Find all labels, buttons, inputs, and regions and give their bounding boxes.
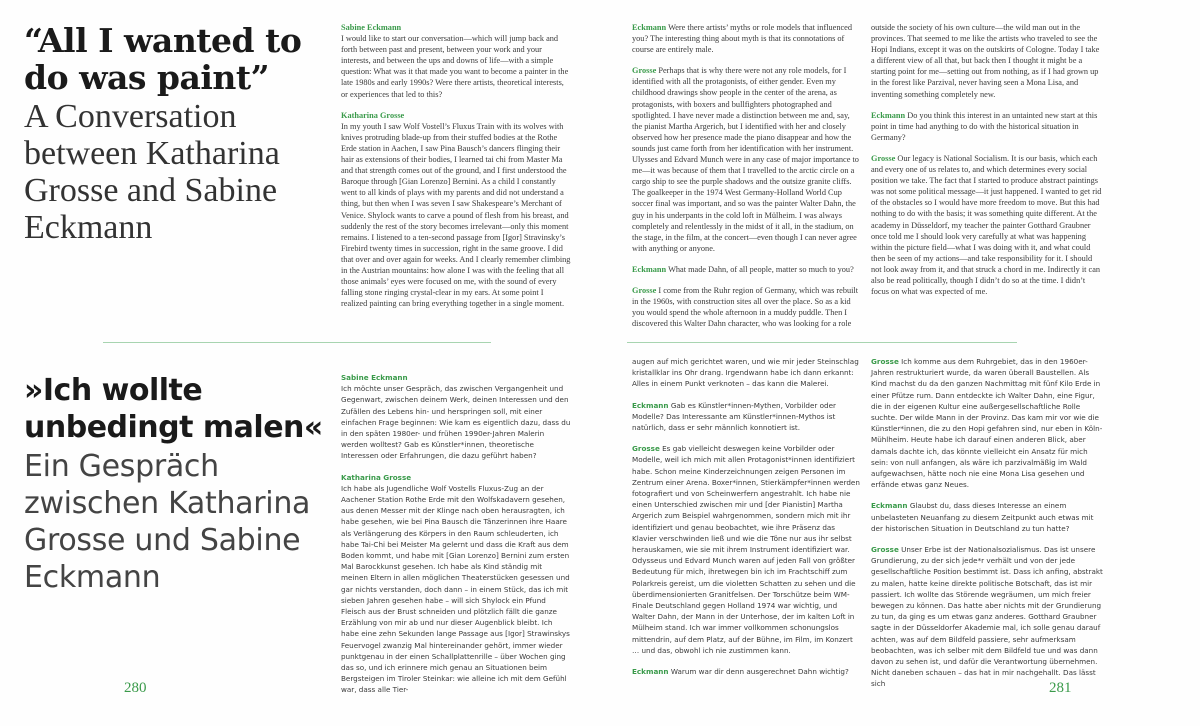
paragraph-text: Ich komme aus dem Ruhrgebiet, das in den 1960er-Jahren restrukturiert wurde, da waren überall Baustellen. Als Kind machst du da den ganzen Nachmittag mit fünf Kilo Erde in einer Pfütze rum. Dann entdeckte ich Walter Dahn, eine Figur, die in der eigenen Kultur eine außergesellschaftliche Rolle suchte. Der wilde Mann in der Provinz. Das kam mir vor wie die Künstler*innen, die zu den Hopi gefahren sind, nur eben in Köln-Mühlheim. Heute habe ich darauf einen anderen Blick, aber damals dachte ich, das könnte vielleicht ein Ansatz für mich sein: von null anfangen, als wäre ich parzivalmäßig im Wald aufgewachsen, hätte noch nie eine Mona Lisa gesehen und erfände etwas ganz Neues. — [871, 357, 1103, 490]
paragraph — [632, 285, 860, 329]
paragraph — [871, 356, 1103, 490]
paragraph — [871, 22, 1103, 100]
speaker-name: Grosse — [871, 357, 899, 366]
paragraph-text: Ich möchte unser Gespräch, das zwischen Vergangenheit und Gegenwart, zwischen deinem Werk, deinen Interessen und den Zufällen des Lebens hin- und herspringen soll, mit einer einfachen Frage beginnen: Wie kam es eigentlich dazu, dass du in den späten 1980er- und frühen 1990er-Jahren Malerin werden wolltest? Gab es Künstler*innen, theoretische Interessen oder Erfahrungen, die dazu geführt haben? — [341, 384, 571, 461]
paragraph — [632, 22, 860, 55]
german-title-block — [24, 372, 324, 596]
paragraph — [341, 110, 571, 310]
paragraph-text: Do you think this interest in an untainted new start at this point in time had anything to do with the historical situation in Germany? — [871, 110, 1098, 142]
speaker-name: Eckmann — [632, 667, 669, 677]
english-title-quote: “All I wanted to do was paint” — [24, 21, 302, 97]
speaker-name: Katharina Grosse — [341, 110, 405, 120]
paragraph-text: augen auf mich gerichtet waren, und wie mir jeder Steinschlag kristallklar ins Ohr drang. Irgendwann habe ich dann erkannt: Alles in einem Punkt verknoten – das kann die Malerei. — [632, 357, 859, 389]
paragraph-text: In my youth I saw Wolf Vostell’s Fluxus Train with its wolves with knives protruding blade-up from their stuffed bodies at the Rothe Erde station in Aachen, I saw Pina Bausch’s dancers flinging their hair as extensions of their bodies, I learned tai chi from Master Ma and that strength comes out of the ground, and I first understood the Baroque through [Gian Lorenzo] Bernini. As a child I constantly went to all kinds of plays with my parents and did not understand a thing, but then when I was seven I saw Shakespeare’s Merchant of Venice. Shylock wants to carve a pound of flesh from his breast, and suddenly the rest of the story becomes irrelevant—only this moment remains. I listened to a ten-second passage from [Igor] Stravinsky’s Firebird twenty times in succession, right in the same groove. I did that over and over again for weeks. And I clearly remember climbing in the Austrian mountains: how alone I was with the feeling that all those animals’ eyes were focused on me, with the sound of every falling stone ringing crystal-clear in my ears. At some point I realized painting can bring everything together in a single moment. — [341, 121, 571, 309]
english-title-block — [24, 22, 324, 246]
paragraph-text: Were there artists’ myths or role models that influenced you? The interesting thing about myth is that its connotations of course are entirely male. — [632, 23, 853, 55]
speaker-name: Grosse — [871, 153, 896, 163]
paragraph-text: outside the society of his own culture—the wild man out in the provinces. That seemed to me like the artists who traveled to see the Hopi Indians, except it was on the outskirts of Cologne. Today I take a different view of all that, but back then I thought it might be a starting point for me—setting out from nothing, as if I had grown up in the forest like Parzival, never having seen a Mona Lisa, and inventing something completely new. — [871, 23, 1100, 99]
speaker-name: Grosse — [871, 545, 899, 555]
english-title-subtitle: A Conversation between Katharina Grosse and Sabine Eckmann — [24, 98, 280, 246]
paragraph — [871, 500, 1103, 534]
speaker-name: Eckmann — [632, 264, 667, 274]
paragraph — [632, 65, 860, 254]
speaker-name: Grosse — [632, 66, 657, 76]
paragraph-text: Glaubst du, dass dieses Interesse an einem unbelasteten Neuanfang zu diesem Zeitpunkt auch etwas mit der historischen Situation in Deutschland zu tun hatte? — [871, 501, 1094, 533]
german-column-1 — [341, 372, 571, 706]
paragraph-text: Our legacy is National Socialism. It is our basis, which each and every one of us relates to, and which determines every social position we take. The fact that I started to produce abstract paintings was not some political message—it just happened. I wanted to get rid of the obstacles so I would have more freedom to move. But this had nothing to do with the basis; it was something quite different. At the academy in Düsseldorf, my teacher the painter Gotthard Graubner once told me I should look very carefully at what was happening within the picture field—what I was doing with it, and what could then be seen of my actions—and take responsibility for it. I should not look away from it, and that struck a chord in me. Indirectly it can also be read politically, though I didn’t do so at the time. I didn’t focus on what was expected of me. — [871, 153, 1102, 297]
paragraph — [632, 356, 860, 390]
paragraph-text: Ich habe als Jugendliche Wolf Vostells Fluxus-Zug an der Aachener Station Rothe Erde mit den Wolfskadavern gesehen, aus denen Messer mit der Klinge nach oben herausragten, ich habe gesehen, wie bei Pina Bausch die Tänzerinnen ihre Haare als Verlängerung des Körpers in den Raum schleuderten, ich habe Tai-Chi bei Meister Ma gelernt und dass die Kraft aus dem Boden kommt, und habe mit [Gian Lorenzo] Bernini zum ersten Mal Barockkunst gesehen. Ich habe als Kind ständig mit meinen Eltern in allen möglichen Theaterstücken gesessen und gar nichts verstanden, doch dann – in einem Stück, das ich mit sieben Jahren gesehen habe – will sich Shylock ein Pfund Fleisch aus der Brust schneiden und plötzlich fällt die ganze Erzählung von mir ab und nur dieser Augenblick bleibt. Ich habe eine zehn Sekunden lange Passage aus [Igor] Strawinskys Feuervogel zwanzig Mal hintereinander gehört, immer wieder punktgenau in der einen Schallplattenrille – über Wochen ging das so, und ich erinnere mich genau an Situationen beim Bergsteigen im Tiroler Steinkar: wie alleine ich mit dem Gefühl war, dass alle Tier- — [341, 483, 570, 695]
left-divider-line — [103, 342, 491, 343]
speaker-name: Grosse — [632, 285, 657, 295]
paragraph-text: Perhaps that is why there were not any role models, for I identified with all the protagonists, of either gender. Even my childhood drawings show people in the center of the arena, as protagonists, with boxers and bullfighters photographed and spotlighted. I have never made a distinction between me and, say, the pianist Martha Argerich, but I identified with her and closely observed how her presence made the piano disappear and how the sounds just came forth from her identification with her instrument. Ulysses and Edvard Munch were in any case of major importance to me—it was because of them that I travelled to the arctic circle on a cargo ship to see the purple shadows and the outsize granite cliffs. The goalkeeper in the 1974 West Germany-Holland World Cup soccer final was important, and so was the painter Walter Dahn, the guy in his underpants in the cold loft in Mülheim. I was always completely and relentlessly in the midst of it all, in the stadium, on the stage, in the film, at the concert—even though I can never agree with anything or anyone. — [632, 66, 859, 253]
page-number-right: 281 — [1049, 680, 1072, 696]
german-column-3 — [871, 356, 1103, 700]
speaker-name: Eckmann — [632, 23, 667, 32]
speaker-name: Katharina Grosse — [341, 472, 412, 482]
paragraph-text: What made Dahn, of all people, matter so much to you? — [668, 264, 854, 274]
paragraph — [871, 153, 1103, 297]
paragraph — [632, 400, 860, 434]
german-column-2 — [632, 356, 860, 687]
paragraph-text: Warum war dir denn ausgerechnet Dahn wichtig? — [670, 667, 849, 677]
paragraph — [632, 443, 860, 656]
paragraph — [632, 666, 860, 677]
paragraph — [871, 110, 1103, 143]
speaker-name: Eckmann — [871, 110, 906, 120]
speaker-name: Sabine Eckmann — [341, 373, 408, 382]
paragraph-text: I would like to start our conversation—which will jump back and forth between past and present, between your work and your interests, and between the ups and downs of life—with a simple question: What was it that made you want to become a painter in the late 1980s and early 1990s? Were there artists, theoretical interests, or experiences that led to this? — [341, 34, 569, 99]
right-divider-line — [627, 342, 1017, 343]
page-number-left: 280 — [124, 680, 147, 696]
english-column-2 — [632, 22, 860, 339]
speaker-name: Eckmann — [632, 400, 669, 410]
english-column-3 — [871, 22, 1103, 307]
paragraph-text: Es gab vielleicht deswegen keine Vorbilder oder Modelle, weil ich mich mit allen Protagonist*innen identifiziert habe. Schon meine Kinderzeichnungen zeigen Personen im Zentrum einer Arena. Boxer*innen, Stierkämpfer*innen werden fotografiert und von Scheinwerfern angestrahlt. Ich habe nie einen Unterschied zwischen mir und [der Pianistin] Martha Argerich zum Beispiel wahrgenommen, sondern mich mit ihr identifiziert und genau beobachtet, wie ihre Präsenz das Klavier verschwinden ließ und wie die Töne nur aus ihr selbst herauskamen, wie sie mit ihrem Instrument identifiziert war. Odysseus und Edvard Munch waren auf jeden Fall von größter Bedeutung für mich, ihretwegen bin ich im Frachtschiff zum Polarkreis gereist, um die violetten Schatten zu sehen und die überdimensionierten Granitfelsen. Der Torschütze beim WM-Finale Deutschland gegen Holland 1974 war wichtig, und Walter Dahn, der Mann in der Unterhose, der im kalten Loft in Mülheim stand. Ich war immer vollkommen schonungslos mittendrin, auf dem Platz, auf der Bühne, im Film, im Konzert … und das, obwohl ich nie zustimmen kann. — [632, 444, 860, 655]
paragraph — [341, 22, 571, 100]
paragraph — [632, 264, 860, 275]
speaker-name: Eckmann — [871, 501, 908, 511]
paragraph — [871, 544, 1103, 690]
speaker-name: Sabine Eckmann — [341, 23, 402, 32]
paragraph-text: Gab es Künstler*innen-Mythen, Vorbilder oder Modelle? Das Interessante am Künstler*innen-Mythos ist natürlich, dass er sehr männlich konnotiert ist. — [632, 400, 836, 433]
german-title-quote: »Ich wollte unbedingt malen« — [24, 373, 323, 445]
paragraph — [341, 372, 571, 462]
speaker-name: Grosse — [632, 444, 660, 454]
paragraph-text: I come from the Ruhr region of Germany, which was rebuilt in the 1960s, with construction sites all over the place. So as a kid you would spend the whole afternoon in a muddy puddle. Then I discovered this Walter Dahn character, who was looking for a role — [632, 285, 859, 329]
paragraph-text: Unser Erbe ist der Nationalsozialismus. Das ist unsere Grundierung, zu der sich jede*r verhält und von der jede gesellschaftliche Position bestimmt ist. Dass ich anfing, abstrakt zu malen, hatte keine direkte politische Botschaft, das ist mir passiert. Ich wollte das Störende wegräumen, um mich freier bewegen zu können. Das hatte aber nichts mit der Grundierung zu tun, da ging es um etwas ganz anderes. Gotthard Graubner sagte in der Düsseldorfer Akademie mal, ich solle genau darauf achten, was auf dem Bildfeld passiere, sehr aufmerksam beobachten, was ich selber mit dem Bildfeld tue und was dann davon zu sehen ist, und dafür die Verantwortung übernehmen. Nicht daneben schauen – das hat in mir nachgehallt. Das lässt sich — [871, 545, 1103, 689]
german-title-subtitle: Ein Gespräch zwischen Katharina Grosse und Sabine Eckmann — [24, 449, 311, 595]
paragraph — [341, 472, 571, 696]
english-column-1 — [341, 22, 571, 319]
